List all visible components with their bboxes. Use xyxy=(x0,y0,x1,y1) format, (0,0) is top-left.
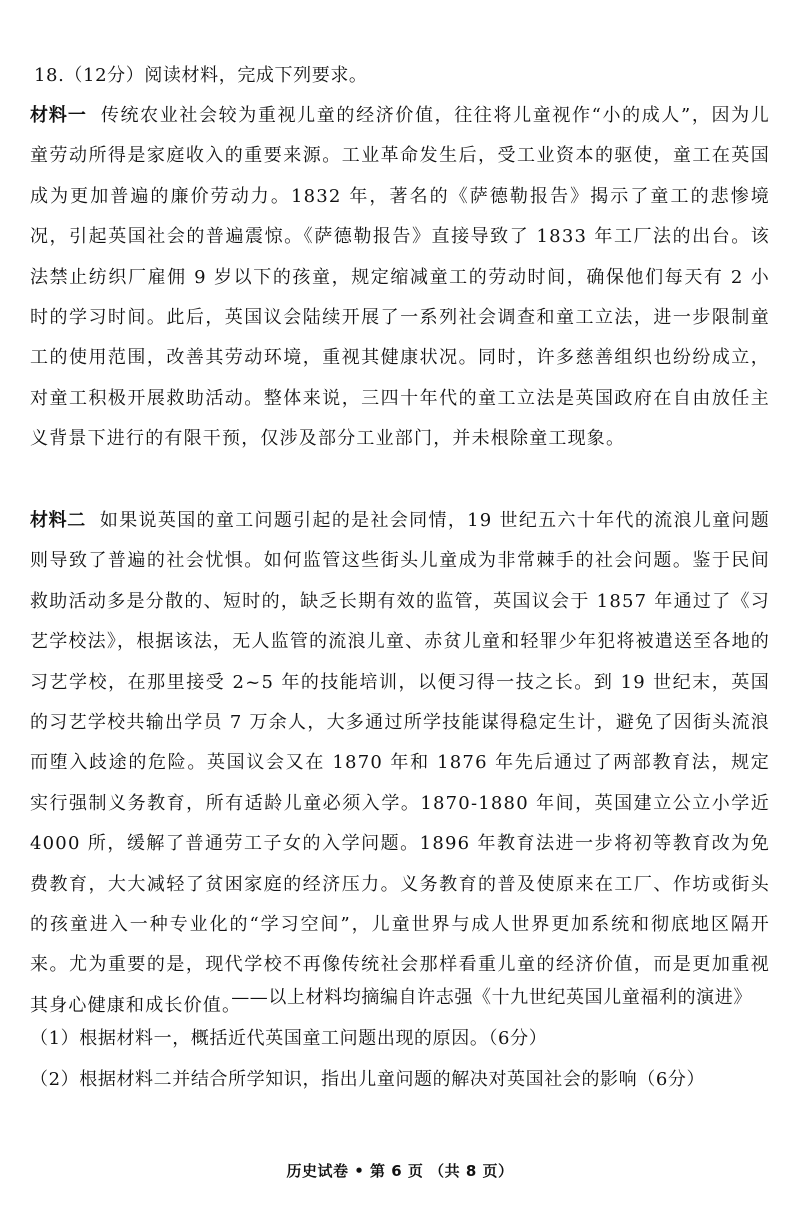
material-two-text: 如果说英国的童工问题引起的是社会同情，19 世纪五六十年代的流浪儿童问题则导致了普遍的社会忧惧。如何监管这些街头儿童成为非常棘手的社会问题。鉴于民间救助活动多是分散的、短时的，缺乏长期有效的监管，英国议会于 1857 年通过了《习艺学校法》，根据该法，无人监管的流浪儿童、赤贫儿童和轻罪少年犯将被遣送至各地的习艺学校，在那里接受 2~5 年的技能培训，以便习得一技之长。到 19 世纪末，英国的习艺学校共输出学员 7 万余人，大多通过所学技能谋得稳定生计，避免了因街头流浪而堕入歧途的危险。英国议会又在 1870 年和 1876 年先后通过了两部教育法，规定实行强制义务教育，所有适龄儿童必须入学。1870-1880 年间，英国建立公立小学近 4000 所，缓解了普通劳工子女的入学问题。1896 年教育法进一步将初等教育改为免费教育，大大减轻了贫困家庭的经济压力。义务教育的普及使原来在工厂、作坊或街头的孩童进入一种专业化的“学习空间”，儿童世界与成人世界更加系统和彻底地区隔开来。尤为重要的是，现代学校不再像传统社会那样看重儿童的经济价值，而是更加重视其身心健康和成长价值。 xyxy=(30,510,770,1016)
question-title: 18.（12分）阅读材料，完成下列要求。 xyxy=(34,65,368,86)
page-footer: 历史试卷 • 第 6 页 （共 8 页） xyxy=(286,1162,514,1180)
material-source: ——以上材料均摘编自许志强《十九世纪英国儿童福利的演进》 xyxy=(231,987,752,1008)
material-one-label: 材料一 xyxy=(30,105,87,126)
material-two-label: 材料二 xyxy=(30,510,86,531)
sub-question-1: （1）根据材料一，概括近代英国童工问题出现的原因。（6分） xyxy=(30,1028,548,1049)
material-one-text: 传统农业社会较为重视儿童的经济价值，往往将儿童视作“小的成人”，因为儿童劳动所得是家庭收入的重要来源。工业革命发生后，受工业资本的驱使，童工在英国成为更加普遍的廉价劳动力。1832 年，著名的《萨德勒报告》揭示了童工的悲惨境况，引起英国社会的普遍震惊。《萨德勒报告》直接导致了 1833 年工厂法的出台。该法禁止纺织厂雇佣 9 岁以下的孩童，规定缩减童工的劳动时间，确保他们每天有 2 小时的学习时间。此后，英国议会陆续开展了一系列社会调查和童工立法，进一步限制童工的使用范围，改善其劳动环境，重视其健康状况。同时，许多慈善组织也纷纷成立，对童工积极开展救助活动。整体来说，三四十年代的童工立法是英国政府在自由放任主义背景下进行的有限干预，仅涉及部分工业部门，并未根除童工现象。 xyxy=(30,105,771,450)
material-one xyxy=(30,96,770,460)
material-two xyxy=(30,501,770,1026)
sub-question-2: （2）根据材料二并结合所学知识，指出儿童问题的解决对英国社会的影响（6分） xyxy=(30,1069,706,1090)
